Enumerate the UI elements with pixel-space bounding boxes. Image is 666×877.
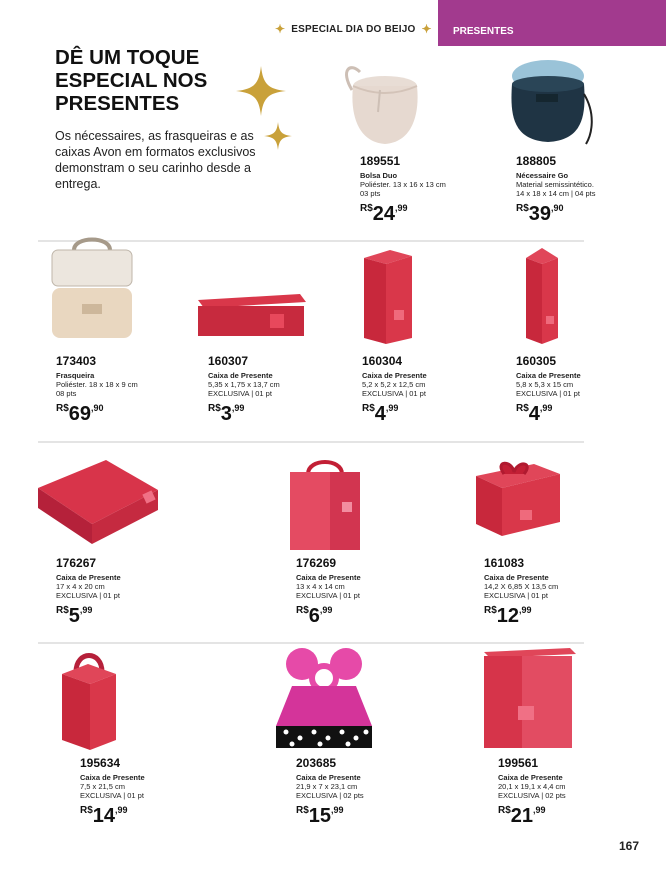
minnie-box-image xyxy=(272,642,376,752)
product-code: 199561 xyxy=(498,756,539,770)
price-currency: R$ xyxy=(516,203,529,214)
price-currency: R$ xyxy=(296,605,309,616)
product-code: 189551 xyxy=(360,154,401,168)
price-currency: R$ xyxy=(360,203,373,214)
price-integer: 24 xyxy=(372,203,396,225)
product-name: Caixa de Presente xyxy=(296,573,361,582)
product-name: Nécessaire Go xyxy=(516,171,569,180)
square-box-image xyxy=(36,458,160,548)
product-spec: 5,35 x 1,75 x 13,7 cm xyxy=(208,380,280,389)
product-points: EXCLUSIVA | 01 pt xyxy=(56,591,120,600)
product-card[interactable] xyxy=(362,354,427,424)
price-integer: 4 xyxy=(528,403,540,425)
product-price xyxy=(56,606,121,626)
product-name: Caixa de Presente xyxy=(208,371,273,380)
product-card[interactable] xyxy=(80,756,145,826)
product-price xyxy=(56,404,138,424)
drawstring-case-image xyxy=(500,54,600,150)
product-name: Caixa de Presente xyxy=(56,573,121,582)
price-integer: 5 xyxy=(68,605,80,627)
product-card[interactable] xyxy=(360,154,446,224)
product-points: EXCLUSIVA | 01 pt xyxy=(296,591,360,600)
product-card[interactable] xyxy=(56,556,121,626)
product-points: EXCLUSIVA | 01 pt xyxy=(484,591,548,600)
product-code: 203685 xyxy=(296,756,337,770)
product-price xyxy=(484,606,558,626)
category-tab xyxy=(438,0,666,46)
product-code: 160307 xyxy=(208,354,249,368)
price-cents: ,90 xyxy=(551,203,564,213)
product-price xyxy=(296,606,361,626)
price-currency: R$ xyxy=(208,403,221,414)
product-card[interactable] xyxy=(208,354,280,424)
product-points: 03 pts xyxy=(360,189,381,198)
product-price xyxy=(516,204,596,224)
product-name: Caixa de Presente xyxy=(362,371,427,380)
product-price xyxy=(360,204,446,224)
product-name: Bolsa Duo xyxy=(360,171,398,180)
product-card[interactable] xyxy=(516,154,596,224)
price-cents: ,99 xyxy=(115,805,128,815)
product-card[interactable] xyxy=(516,354,581,424)
product-name: Frasqueira xyxy=(56,371,95,380)
product-points: EXCLUSIVA | 01 pt xyxy=(516,389,580,398)
intro-text: Os nécessaires, as frasqueiras e as caixas Avon em formatos exclusivos demonstram o seu carinho desde a entrega. xyxy=(55,129,256,191)
price-cents: ,99 xyxy=(319,605,333,615)
product-spec: 14,2 X 6,85 X 13,5 cm xyxy=(484,582,559,591)
page-title: DÊ UM TOQUE ESPECIAL NOS PRESENTES xyxy=(55,46,208,115)
section-label xyxy=(275,22,432,36)
product-price xyxy=(516,404,581,424)
product-price xyxy=(208,404,280,424)
product-spec: 5,2 x 5,2 x 12,5 cm xyxy=(362,380,426,389)
gift-bag-image xyxy=(286,456,364,552)
price-integer: 12 xyxy=(496,605,520,627)
price-currency: R$ xyxy=(362,403,375,414)
product-code: 195634 xyxy=(80,756,121,770)
price-cents: ,99 xyxy=(395,203,408,213)
product-price xyxy=(362,404,427,424)
price-cents: ,99 xyxy=(79,605,93,615)
tall-box-image xyxy=(362,250,414,346)
product-spec: Material semissintético. xyxy=(516,180,594,189)
product-spec: 7,5 x 21,5 cm xyxy=(80,782,126,791)
gold-star-icon xyxy=(236,66,286,116)
product-spec: 13 x 4 x 14 cm xyxy=(296,582,345,591)
product-code: 161083 xyxy=(484,556,525,570)
price-cents: ,99 xyxy=(385,403,399,413)
price-integer: 69 xyxy=(68,403,92,425)
product-points: EXCLUSIVA | 01 pt xyxy=(80,791,144,800)
price-currency: R$ xyxy=(56,605,69,616)
product-points: EXCLUSIVA | 01 pt xyxy=(362,389,426,398)
price-cents: ,99 xyxy=(539,403,553,413)
product-card[interactable] xyxy=(56,354,138,424)
ribbon-box-image xyxy=(474,460,562,538)
product-code: 176269 xyxy=(296,556,337,570)
product-name: Caixa de Presente xyxy=(296,773,361,782)
square-flat-box-image xyxy=(482,646,578,750)
price-integer: 14 xyxy=(92,805,116,827)
price-integer: 15 xyxy=(308,805,332,827)
price-integer: 21 xyxy=(510,805,534,827)
product-spec: 17 x 4 x 20 cm xyxy=(56,582,105,591)
product-spec: Poliéster. 18 x 18 x 9 cm xyxy=(56,380,138,389)
vanity-case-image xyxy=(48,232,136,344)
product-code: 173403 xyxy=(56,354,97,368)
product-card[interactable] xyxy=(296,556,361,626)
product-code: 160304 xyxy=(362,354,403,368)
product-price xyxy=(80,806,145,826)
product-spec: 5,8 x 5,3 x 15 cm xyxy=(516,380,574,389)
category-tab-label: PRESENTES xyxy=(453,26,514,37)
price-cents: ,99 xyxy=(533,805,546,815)
product-spec: Poliéster. 13 x 16 x 13 cm xyxy=(360,180,446,189)
product-card[interactable] xyxy=(498,756,566,826)
page-number: 167 xyxy=(618,839,639,853)
price-integer: 39 xyxy=(528,203,552,225)
product-spec: 20,1 x 19,1 x 4,4 cm xyxy=(498,782,566,791)
sparkle-icon: ✦ xyxy=(421,22,432,36)
product-price xyxy=(498,806,566,826)
product-code: 160305 xyxy=(516,354,557,368)
price-integer: 6 xyxy=(308,605,320,627)
flat-box-image xyxy=(196,294,308,338)
price-integer: 3 xyxy=(220,403,232,425)
product-code: 176267 xyxy=(56,556,97,570)
product-name: Caixa de Presente xyxy=(498,773,563,782)
price-currency: R$ xyxy=(498,805,511,816)
product-name: Caixa de Presente xyxy=(80,773,145,782)
product-name: Caixa de Presente xyxy=(516,371,581,380)
product-points: 08 pts xyxy=(56,389,77,398)
tall-box-image xyxy=(520,248,564,346)
price-currency: R$ xyxy=(80,805,93,816)
price-currency: R$ xyxy=(484,605,497,616)
product-points: EXCLUSIVA | 02 pts xyxy=(296,791,364,800)
drawstring-bag-image xyxy=(330,60,430,150)
product-points: EXCLUSIVA | 02 pts xyxy=(498,791,566,800)
product-points: EXCLUSIVA | 01 pt xyxy=(208,389,272,398)
product-points: 14 x 18 x 14 cm | 04 pts xyxy=(516,189,596,198)
price-currency: R$ xyxy=(516,403,529,414)
product-name: Caixa de Presente xyxy=(484,573,549,582)
handle-box-image xyxy=(58,648,120,752)
sparkle-icon: ✦ xyxy=(275,22,286,36)
product-card[interactable] xyxy=(484,556,558,626)
section-label-text: ESPECIAL DIA DO BEIJO xyxy=(291,23,416,35)
row-divider xyxy=(38,441,584,443)
price-currency: R$ xyxy=(296,805,309,816)
price-cents: ,90 xyxy=(91,403,104,413)
gold-star-icon xyxy=(264,122,292,150)
product-spec: 21,9 x 7 x 23,1 cm xyxy=(296,782,358,791)
price-cents: ,99 xyxy=(331,805,344,815)
price-cents: ,99 xyxy=(519,605,532,615)
product-card[interactable] xyxy=(296,756,364,826)
product-price xyxy=(296,806,364,826)
price-cents: ,99 xyxy=(231,403,245,413)
price-currency: R$ xyxy=(56,403,69,414)
product-code: 188805 xyxy=(516,154,557,168)
price-integer: 4 xyxy=(374,403,386,425)
